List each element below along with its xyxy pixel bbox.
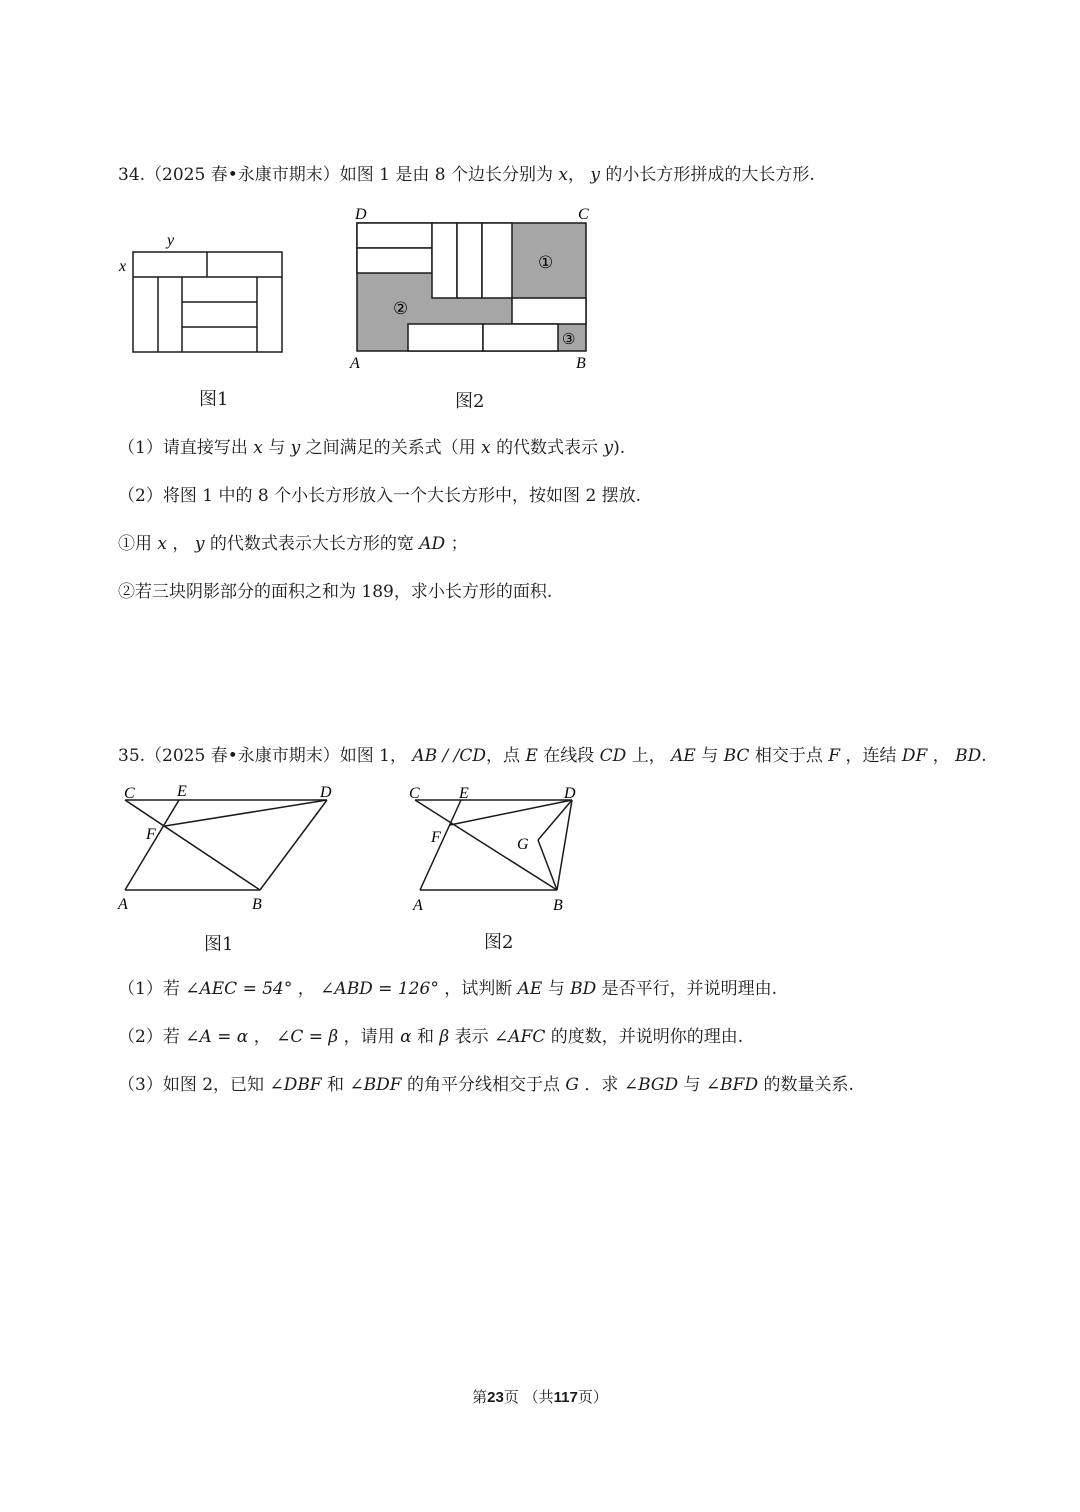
segment-BD bbox=[260, 800, 327, 890]
q34-fig1-caption: 图1 bbox=[199, 389, 229, 410]
text: 在线段 bbox=[543, 746, 595, 766]
q35-fig2-label-F: F bbox=[431, 829, 441, 846]
text: 之间满足的关系式（用 bbox=[305, 438, 476, 458]
q34-figure1 bbox=[110, 225, 300, 365]
q35-fig2-label-E: E bbox=[459, 785, 469, 802]
q34-title-text-end: 的小长方形拼成的大长方形. bbox=[605, 165, 815, 185]
q35-figure2 bbox=[405, 775, 595, 920]
q35-fig2-label-D: D bbox=[564, 785, 576, 802]
text: （1）请直接写出 bbox=[118, 438, 248, 458]
q35-fig1-label-C: C bbox=[124, 785, 135, 802]
text: 上， bbox=[631, 746, 666, 766]
text: 与 bbox=[701, 746, 719, 766]
segment-AE bbox=[125, 800, 179, 890]
fig2-small-rect bbox=[482, 223, 512, 298]
q35-figure1 bbox=[110, 775, 350, 920]
q34-figure2 bbox=[345, 200, 605, 380]
math: ∠A = α bbox=[185, 1027, 249, 1047]
q34-fig2-label-A: A bbox=[350, 355, 360, 372]
math: E bbox=[525, 746, 538, 766]
text: 与 bbox=[547, 979, 565, 999]
fig2-small-rect bbox=[457, 223, 482, 298]
math: ∠AEC = 54° bbox=[185, 979, 293, 999]
q34-fig2-label-D: D bbox=[355, 206, 367, 223]
math: ∠C = β bbox=[276, 1027, 339, 1047]
footer-text: 页 （共 bbox=[503, 1388, 554, 1406]
q35-fig1-caption: 图1 bbox=[204, 934, 234, 955]
q34-fig2-label-B: B bbox=[576, 355, 586, 372]
text: ，点 bbox=[486, 746, 521, 766]
math: AB / /CD bbox=[412, 746, 487, 766]
segment-BD bbox=[557, 800, 572, 890]
fig2-small-rect bbox=[357, 248, 432, 273]
math: α bbox=[400, 1027, 412, 1047]
q35-fig1-label-F: F bbox=[146, 826, 156, 843]
text: ，请用 bbox=[343, 1027, 395, 1047]
q34-fig2-caption: 图2 bbox=[455, 391, 485, 412]
text: . bbox=[981, 746, 987, 766]
text: ， bbox=[932, 746, 950, 766]
var-x: x bbox=[253, 438, 263, 458]
q34-title-text: 34.（2025 春•永康市期末）如图 1 是由 8 个边长分别为 bbox=[118, 165, 553, 185]
math: ∠DBF bbox=[269, 1075, 322, 1095]
math: CD bbox=[599, 746, 627, 766]
q34-part1 bbox=[118, 433, 625, 458]
text: ，试判断 bbox=[444, 979, 513, 999]
math: ∠BFD bbox=[705, 1075, 759, 1095]
text: ， bbox=[297, 979, 315, 999]
text: 的角平分线相交于点 bbox=[407, 1075, 561, 1095]
math: BD bbox=[570, 979, 597, 999]
q35-part2 bbox=[118, 1022, 743, 1047]
text: 是否平行，并说明理由. bbox=[601, 979, 778, 999]
text: 的数量关系. bbox=[763, 1075, 854, 1095]
footer-text: 页） bbox=[577, 1388, 608, 1406]
total-pages: 117 bbox=[553, 1389, 578, 1406]
q35-fig1-label-A: A bbox=[118, 896, 128, 913]
text: ). bbox=[613, 438, 626, 458]
page-footer bbox=[0, 1386, 1080, 1407]
text: （3）如图 2，已知 bbox=[118, 1075, 265, 1095]
q34-fig2-region-3: ③ bbox=[562, 332, 576, 348]
text: ， bbox=[172, 534, 190, 554]
math: ∠AFC bbox=[494, 1027, 546, 1047]
var-y: y bbox=[590, 165, 600, 185]
text: （1）若 bbox=[118, 979, 180, 999]
q35-fig2-label-C: C bbox=[409, 785, 420, 802]
text: 相交于点 bbox=[754, 746, 823, 766]
text: 的代数式表示 bbox=[496, 438, 599, 458]
math: BD bbox=[955, 746, 982, 766]
var-y: y bbox=[603, 438, 614, 458]
math: ∠ABD = 126° bbox=[320, 979, 439, 999]
q35-fig2-caption: 图2 bbox=[484, 932, 514, 953]
segment-GB bbox=[538, 840, 557, 890]
fig2-small-rect bbox=[408, 324, 483, 351]
q34-fig2-region-1: ① bbox=[538, 253, 554, 272]
q34-fig1-label-y: y bbox=[167, 232, 175, 249]
var-x: x bbox=[558, 165, 568, 185]
q35-fig1-label-B: B bbox=[252, 896, 262, 913]
math: DF bbox=[901, 746, 928, 766]
math: BC bbox=[723, 746, 750, 766]
math: β bbox=[439, 1027, 450, 1047]
text: 和 bbox=[327, 1075, 345, 1095]
text: ，连结 bbox=[845, 746, 897, 766]
math: F bbox=[828, 746, 841, 766]
footer-text: 第 bbox=[472, 1388, 488, 1406]
q35-fig2-label-B: B bbox=[553, 897, 563, 914]
var-y: y bbox=[290, 438, 301, 458]
text: 表示 bbox=[454, 1027, 489, 1047]
page-number: 23 bbox=[487, 1389, 504, 1406]
text: 的代数式表示大长方形的宽 bbox=[209, 534, 414, 554]
q35-part1 bbox=[118, 974, 777, 999]
q35-part3 bbox=[118, 1070, 854, 1095]
q34-part2: （2）将图 1 中的 8 个小长方形放入一个大长方形中，按如图 2 摆放. bbox=[118, 486, 642, 506]
text: （2）若 bbox=[118, 1027, 180, 1047]
q34-fig1-label-x: x bbox=[119, 258, 127, 275]
text: ， bbox=[253, 1027, 271, 1047]
fig2-small-rect bbox=[357, 223, 432, 248]
q35-fig2-label-G: G bbox=[517, 836, 529, 853]
fig2-small-rect bbox=[432, 223, 457, 298]
q34-fig2-label-C: C bbox=[578, 206, 589, 223]
q34-fig2-region-2: ② bbox=[393, 299, 409, 318]
segment-AD: AD bbox=[419, 534, 446, 554]
q35-fig1-label-E: E bbox=[177, 783, 187, 800]
fig2-small-rect bbox=[512, 298, 586, 324]
fig2-small-rect bbox=[483, 324, 558, 351]
math: ∠BDF bbox=[349, 1075, 402, 1095]
q35-fig1-label-D: D bbox=[320, 784, 332, 801]
math: AE bbox=[517, 979, 543, 999]
text: ．求 bbox=[584, 1075, 619, 1095]
q34-part2-2: ②若三块阴影部分的面积之和为 189，求小长方形的面积. bbox=[118, 582, 553, 602]
text: ； bbox=[450, 534, 468, 554]
text: 与 bbox=[683, 1075, 701, 1095]
q35-fig2-label-A: A bbox=[413, 897, 423, 914]
var-x: x bbox=[481, 438, 491, 458]
q34-fig1-rects bbox=[133, 252, 282, 352]
q34-title bbox=[118, 160, 815, 185]
var-x: x bbox=[157, 534, 167, 554]
text: 的度数，并说明你的理由. bbox=[550, 1027, 744, 1047]
text: ①用 bbox=[118, 534, 152, 554]
q35-title bbox=[118, 741, 987, 766]
comma: ， bbox=[567, 165, 585, 185]
math: G bbox=[565, 1075, 580, 1095]
text: 35.（2025 春•永康市期末）如图 1， bbox=[118, 746, 407, 766]
segment-FD bbox=[165, 800, 327, 826]
text: 与 bbox=[268, 438, 286, 458]
q34-part2-1 bbox=[118, 529, 468, 554]
math: AE bbox=[671, 746, 696, 766]
var-y: y bbox=[194, 534, 205, 554]
text: 和 bbox=[416, 1027, 434, 1047]
math: ∠BGD bbox=[623, 1075, 679, 1095]
